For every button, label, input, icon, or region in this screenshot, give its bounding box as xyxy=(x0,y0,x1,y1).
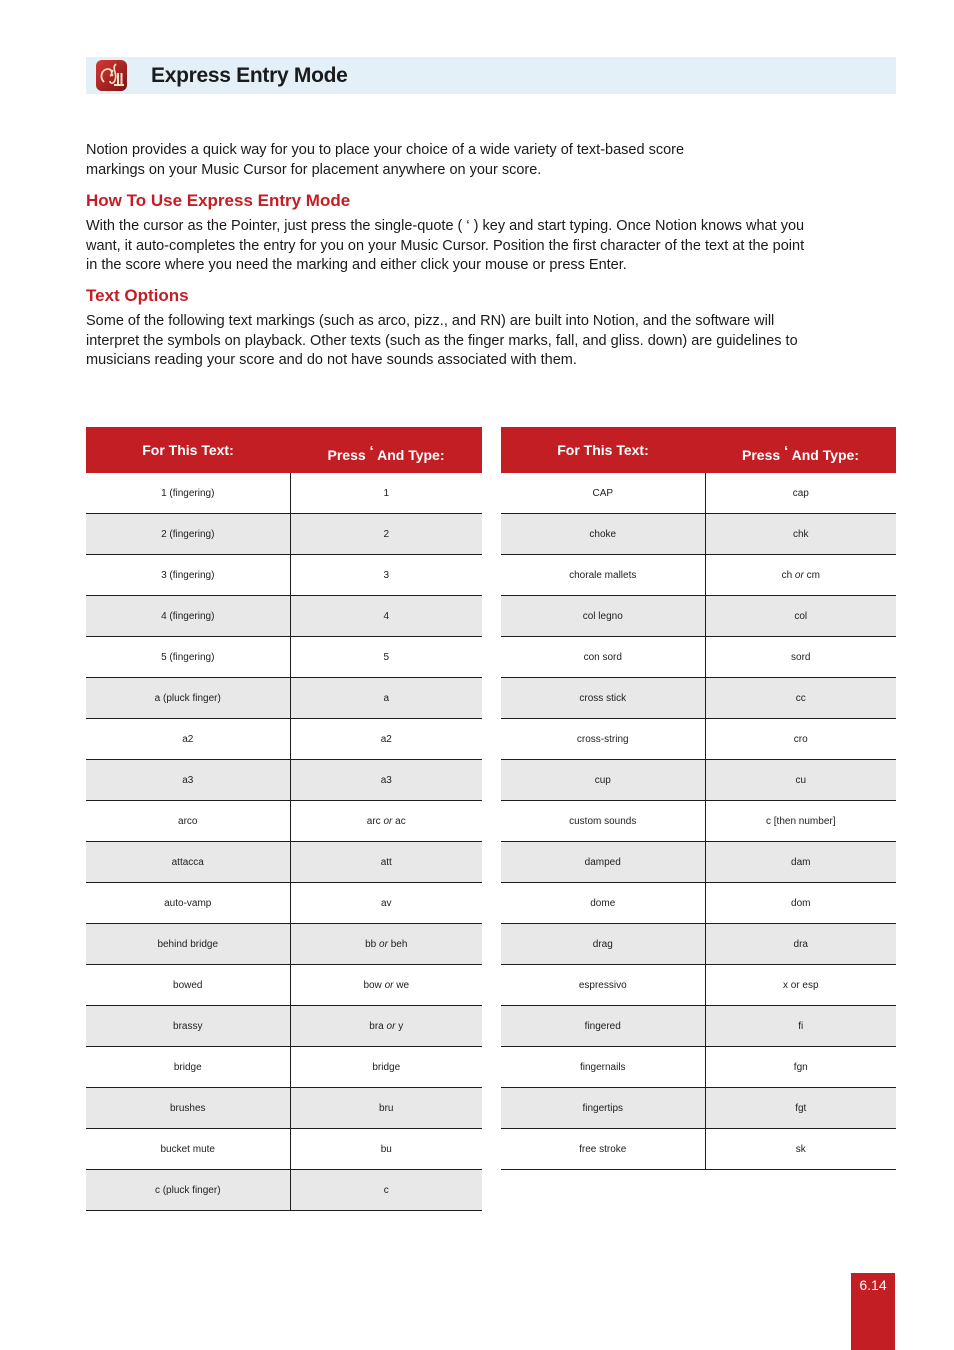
table-row xyxy=(501,1047,896,1088)
shortcut-or: or xyxy=(386,1020,396,1032)
typed-shortcut-cell: dra xyxy=(705,924,896,965)
marking-text-cell: free stroke xyxy=(501,1129,705,1170)
typed-shortcut-cell: cro xyxy=(705,719,896,760)
marking-text-cell: dome xyxy=(501,883,705,924)
shortcut-primary: ch xyxy=(781,569,793,581)
typed-shortcut-cell: dom xyxy=(705,883,896,924)
typed-shortcut-cell: 2 xyxy=(290,514,482,555)
table-row xyxy=(501,637,896,678)
table-row xyxy=(86,965,482,1006)
typed-shortcut-cell: cu xyxy=(705,760,896,801)
table-header-row xyxy=(86,427,482,473)
single-quote-glyph: ‘ xyxy=(369,443,374,460)
marking-text-cell: arco xyxy=(86,801,290,842)
marking-text-cell: bowed xyxy=(86,965,290,1006)
shortcut-table-right xyxy=(501,427,896,1170)
table-row xyxy=(86,801,482,842)
marking-text-cell: 3 (fingering) xyxy=(86,555,290,596)
table-row xyxy=(86,596,482,637)
table-row xyxy=(86,1047,482,1088)
typed-shortcut-cell: av xyxy=(290,883,482,924)
table-row xyxy=(501,1129,896,1170)
header-for-this-text: For This Text: xyxy=(501,427,705,473)
typed-shortcut-cell: cap xyxy=(705,473,896,514)
page-number: 6.14 xyxy=(859,1277,887,1293)
table-row xyxy=(501,596,896,637)
typed-shortcut-cell: c xyxy=(290,1170,482,1211)
shortcut-alternate: y xyxy=(398,1020,404,1032)
typed-shortcut-cell: 4 xyxy=(290,596,482,637)
marking-text-cell: c (pluck finger) xyxy=(86,1170,290,1211)
marking-text-cell: 2 (fingering) xyxy=(86,514,290,555)
table-row xyxy=(86,637,482,678)
how-to-use-paragraph: With the cursor as the Pointer, just press the single-quote ( ‘ ) key and start typing. Once Notion knows what you want, it auto-completes the entry for you on your Music Cursor. Position the first character of the text at the point in the score where you need the marking and either click your mouse or press Enter. xyxy=(86,218,805,273)
shortcut-primary: bra xyxy=(369,1020,384,1032)
shortcut-primary: bow xyxy=(363,979,382,991)
header-press-and-type xyxy=(705,427,896,473)
typed-shortcut-cell: a xyxy=(290,678,482,719)
table-row xyxy=(501,1006,896,1047)
marking-text-cell: espressivo xyxy=(501,965,705,1006)
table-row xyxy=(501,555,896,596)
typed-shortcut-cell: c [then number] xyxy=(705,801,896,842)
typed-shortcut-cell: att xyxy=(290,842,482,883)
table-row xyxy=(501,883,896,924)
table-row xyxy=(86,842,482,883)
shortcut-table-left xyxy=(86,427,482,1211)
section-heading-how-to-use: How To Use Express Entry Mode xyxy=(86,191,351,210)
header-press-label: Press xyxy=(327,447,366,463)
table-header-row xyxy=(501,427,896,473)
table-row xyxy=(86,514,482,555)
table-row xyxy=(501,924,896,965)
typed-shortcut-cell xyxy=(290,801,482,842)
table-row xyxy=(86,1129,482,1170)
header-press-and-type xyxy=(290,427,482,473)
marking-text-cell: auto-vamp xyxy=(86,883,290,924)
shortcut-or: or xyxy=(383,815,393,827)
typed-shortcut-cell: bru xyxy=(290,1088,482,1129)
marking-text-cell: brassy xyxy=(86,1006,290,1047)
typed-shortcut-cell: a3 xyxy=(290,760,482,801)
section-heading-text-options: Text Options xyxy=(86,286,189,305)
marking-text-cell: cross-string xyxy=(501,719,705,760)
marking-text-cell: fingertips xyxy=(501,1088,705,1129)
shortcut-alternate: ac xyxy=(395,815,406,827)
marking-text-cell: bridge xyxy=(86,1047,290,1088)
shortcut-alternate: cm xyxy=(806,569,820,581)
marking-text-cell: a3 xyxy=(86,760,290,801)
header-for-this-text: For This Text: xyxy=(86,427,290,473)
typed-shortcut-cell xyxy=(290,924,482,965)
typed-shortcut-cell: fi xyxy=(705,1006,896,1047)
table-row xyxy=(86,1088,482,1129)
marking-text-cell: fingered xyxy=(501,1006,705,1047)
table-row xyxy=(86,1170,482,1211)
table-row xyxy=(86,760,482,801)
typed-shortcut-cell: sk xyxy=(705,1129,896,1170)
typed-shortcut-cell: bridge xyxy=(290,1047,482,1088)
typed-shortcut-cell: x or esp xyxy=(705,965,896,1006)
typed-shortcut-cell: a2 xyxy=(290,719,482,760)
text-options-paragraph: Some of the following text markings (such as arco, pizz., and RN) are built into Notion, and the software will interpret the symbols on playback. Other texts (such as the finger marks, fall, and gliss. down) are guidelines to musicians reading your score and do not have sounds associated with them. xyxy=(86,313,798,368)
marking-text-cell: fingernails xyxy=(501,1047,705,1088)
table-row xyxy=(86,555,482,596)
typed-shortcut-cell: 3 xyxy=(290,555,482,596)
shortcut-or: or xyxy=(384,979,394,991)
marking-text-cell: damped xyxy=(501,842,705,883)
header-and-type-label: And Type: xyxy=(791,447,859,463)
shortcut-alternate: we xyxy=(396,979,410,991)
page-title: Express Entry Mode xyxy=(151,64,348,87)
marking-text-cell: con sord xyxy=(501,637,705,678)
table-row xyxy=(86,924,482,965)
header-press-label: Press xyxy=(742,447,781,463)
table-row xyxy=(501,1088,896,1129)
shortcut-or: or xyxy=(379,938,388,950)
table-row xyxy=(501,719,896,760)
marking-text-cell: 4 (fingering) xyxy=(86,596,290,637)
marking-text-cell: a2 xyxy=(86,719,290,760)
typed-shortcut-cell: dam xyxy=(705,842,896,883)
typed-shortcut-cell: cc xyxy=(705,678,896,719)
marking-text-cell: cross stick xyxy=(501,678,705,719)
table-row xyxy=(501,965,896,1006)
shortcut-alternate: beh xyxy=(390,938,408,950)
marking-text-cell: brushes xyxy=(86,1088,290,1129)
typed-shortcut-cell xyxy=(290,965,482,1006)
typed-shortcut-cell: chk xyxy=(705,514,896,555)
typed-shortcut-cell xyxy=(705,555,896,596)
intro-paragraph: Notion provides a quick way for you to place your choice of a wide variety of text-based score markings on your Music Cursor for placement anywhere on your score. xyxy=(86,142,685,178)
typed-shortcut-cell: col xyxy=(705,596,896,637)
table-row xyxy=(86,719,482,760)
typed-shortcut-cell: fgt xyxy=(705,1088,896,1129)
typed-shortcut-cell: 1 xyxy=(290,473,482,514)
table-row xyxy=(86,473,482,514)
marking-text-cell: bucket mute xyxy=(86,1129,290,1170)
table-row xyxy=(501,842,896,883)
single-quote-glyph: ‘ xyxy=(784,443,789,460)
table-row xyxy=(86,678,482,719)
shortcut-primary: bb xyxy=(365,938,377,950)
table-row xyxy=(86,883,482,924)
typed-shortcut-cell: bu xyxy=(290,1129,482,1170)
table-row xyxy=(501,514,896,555)
table-row xyxy=(501,801,896,842)
typed-shortcut-cell: 5 xyxy=(290,637,482,678)
table-row xyxy=(501,760,896,801)
marking-text-cell: col legno xyxy=(501,596,705,637)
marking-text-cell: drag xyxy=(501,924,705,965)
marking-text-cell: CAP xyxy=(501,473,705,514)
marking-text-cell: attacca xyxy=(86,842,290,883)
typed-shortcut-cell: sord xyxy=(705,637,896,678)
marking-text-cell: cup xyxy=(501,760,705,801)
table-row xyxy=(501,678,896,719)
marking-text-cell: 5 (fingering) xyxy=(86,637,290,678)
marking-text-cell: a (pluck finger) xyxy=(86,678,290,719)
marking-text-cell: 1 (fingering) xyxy=(86,473,290,514)
marking-text-cell: behind bridge xyxy=(86,924,290,965)
table-row xyxy=(501,473,896,514)
header-and-type-label: And Type: xyxy=(377,447,445,463)
table-row xyxy=(86,1006,482,1047)
typed-shortcut-cell: fgn xyxy=(705,1047,896,1088)
typed-shortcut-cell xyxy=(290,1006,482,1047)
shortcut-or: or xyxy=(794,569,804,581)
marking-text-cell: choke xyxy=(501,514,705,555)
notion-app-icon xyxy=(96,60,127,91)
marking-text-cell: custom sounds xyxy=(501,801,705,842)
marking-text-cell: chorale mallets xyxy=(501,555,705,596)
shortcut-primary: arc xyxy=(366,815,381,827)
